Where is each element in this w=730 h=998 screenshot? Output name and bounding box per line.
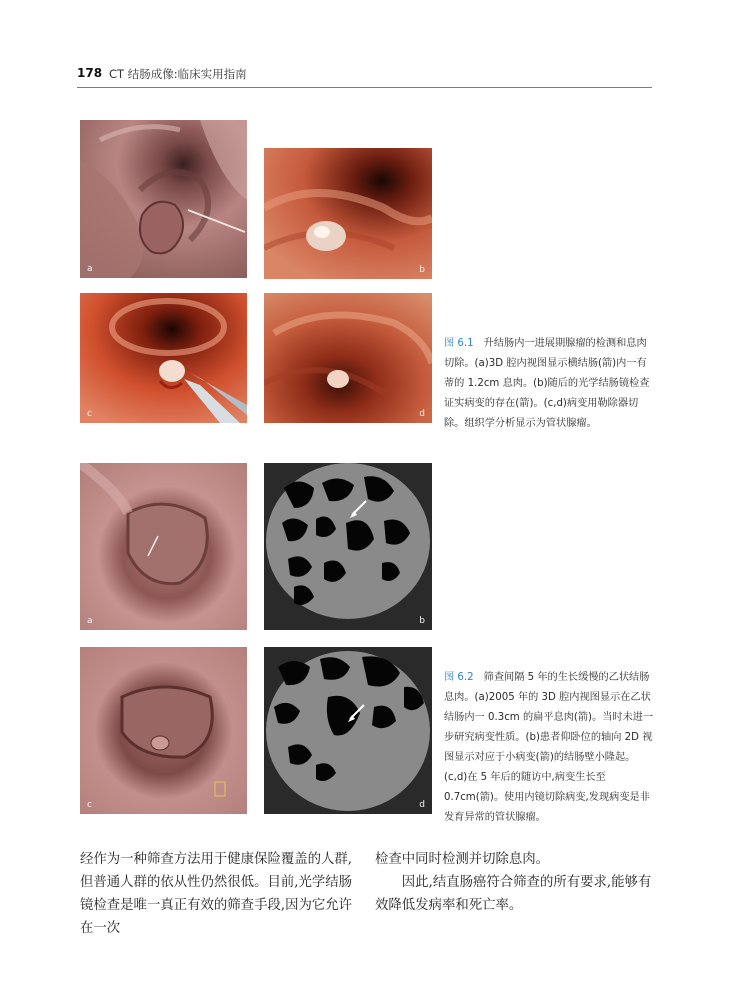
figure-6-2b-image — [264, 463, 432, 630]
body-paragraph: 经作为一种筛查方法用于健康保险覆盖的人群,但普通人群的依从性仍然很低。目前,光学结肠镜检查是唯一真正有效的筛查手段,因为它允许在一次 — [80, 852, 353, 936]
caption-text: 筛查间隔 5 年的生长缓慢的乙状结肠息肉。(a)2005 年的 3D 腔内视图显示在乙状结肠内一 0.3cm 的扁平息肉(箭)。当时未进一步研究病变性质。(b)患者仰卧位的轴向 2D 视图显示对应于小病变(箭)的结肠壁小隆起。(c,d)在 5 年后的随访中,病变生长至 0.7cm(箭)。使用内镜切除病变,发现病变是非发育异常的管状腺瘤。 — [444, 672, 654, 823]
figure-6-1-caption — [444, 334, 654, 434]
figure-6-1c-image — [80, 293, 247, 423]
body-right-column — [375, 848, 657, 917]
panel-label: d — [419, 800, 425, 810]
figure-6-1b-image — [264, 148, 432, 279]
panel-label: a — [87, 616, 93, 626]
body-left-column — [80, 848, 362, 940]
panel-label: c — [87, 800, 92, 810]
running-title: CT 结肠成像:临床实用指南 — [109, 67, 247, 81]
panel-label: c — [87, 409, 92, 419]
page-header — [77, 62, 652, 92]
figure-number: 图 6.2 — [444, 672, 474, 683]
panel-label: b — [419, 616, 425, 626]
figure-6-1d-image — [264, 293, 432, 423]
body-paragraph: 因此,结直肠癌符合筛查的所有要求,能够有效降低发病率和死亡率。 — [375, 875, 652, 913]
panel-label: d — [419, 409, 425, 419]
figure-6-2d-image — [264, 647, 432, 814]
caption-text: 升结肠内一进展期腺瘤的检测和息肉切除。(a)3D 腔内视图显示横结肠(箭)内一有蒂的 1.2cm 息肉。(b)随后的光学结肠镜检查证实病变的存在(箭)。(c,d)病变用勒除器切除。组织学分析显示为管状腺瘤。 — [444, 338, 650, 429]
figure-6-1a-image — [80, 120, 247, 278]
panel-label: b — [419, 265, 425, 275]
figure-6-2a-image — [80, 463, 247, 630]
body-paragraph: 检查中同时检测并切除息肉。 — [375, 852, 550, 867]
panel-label: a — [87, 264, 93, 274]
header-rule — [77, 87, 652, 88]
figure-number: 图 6.1 — [444, 338, 474, 349]
page-number: 178 — [77, 66, 103, 80]
figure-6-2-caption — [444, 668, 654, 828]
figure-6-2c-image — [80, 647, 247, 814]
